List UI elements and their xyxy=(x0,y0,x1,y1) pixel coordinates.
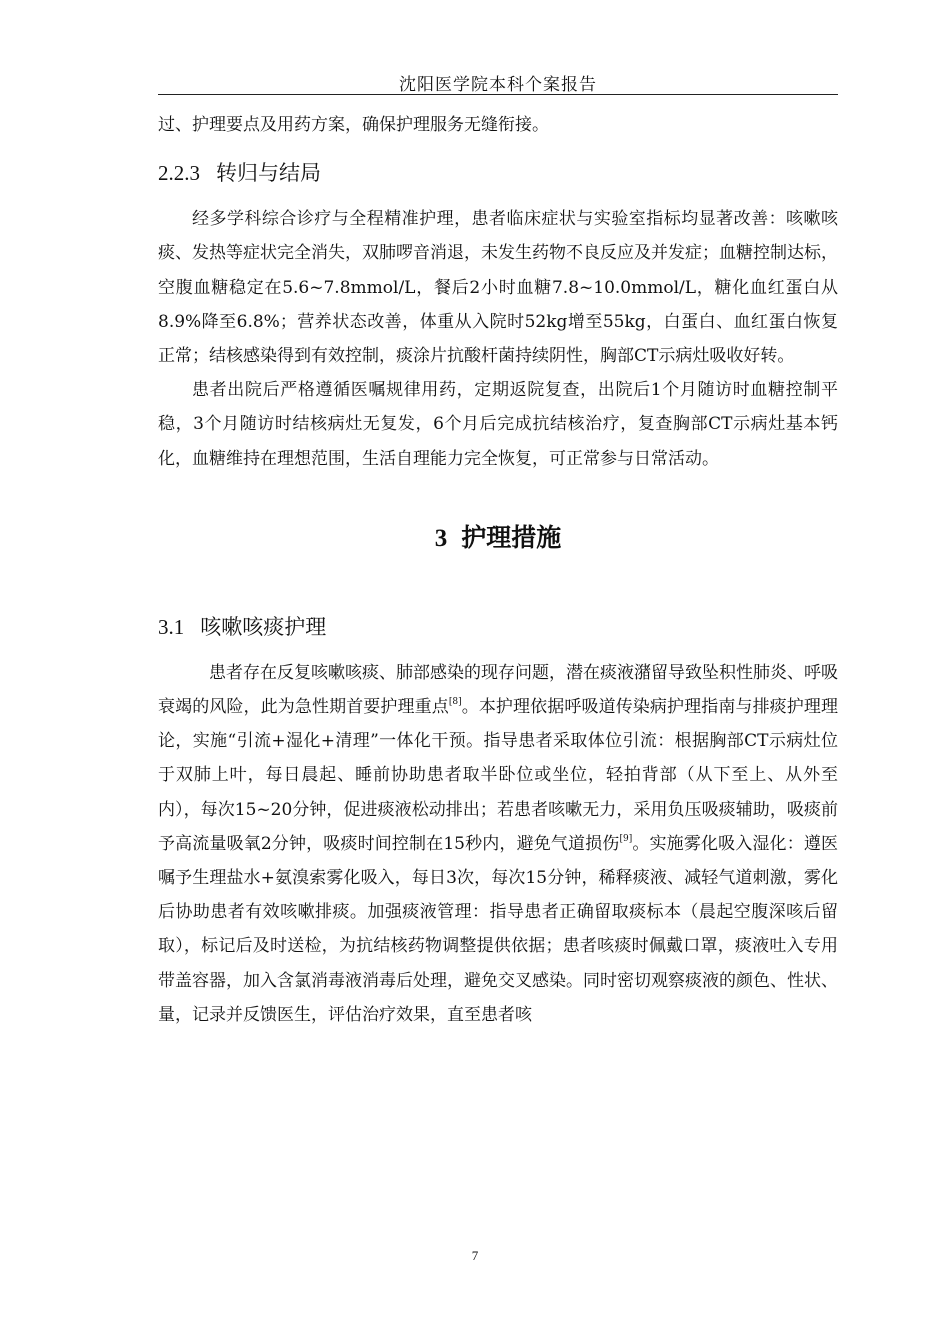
chapter-3-heading xyxy=(158,518,838,554)
paragraph-cough-care xyxy=(158,656,838,1032)
paragraph-followup: 患者出院后严格遵循医嘱规律用药，定期返院复查，出院后1个月随访时血糖控制平稳，3个月随访时结核病灶无复发，6个月后完成抗结核治疗，复查胸部CT示病灶基本钙化，血糖维持在理想范围，生活自理能力完全恢复，可正常参与日常活动。 xyxy=(158,380,838,469)
section-title: 咳嗽咳痰护理 xyxy=(200,614,327,639)
section-title: 转归与结局 xyxy=(216,161,321,186)
citation-9[interactable]: [9] xyxy=(619,833,633,844)
paragraph-continuation: 过、护理要点及用药方案，确保护理服务无缝衔接。 xyxy=(158,115,549,135)
chapter-title: 护理措施 xyxy=(461,522,562,552)
section-3-1-heading xyxy=(158,612,838,642)
chapter-number: 3 xyxy=(434,524,448,552)
citation-8[interactable]: [8] xyxy=(448,697,462,708)
running-header: 沈阳医学院本科个案报告 xyxy=(399,75,597,95)
text-run: 。本护理依据呼吸道传染病护理指南与排痰护理理论，实施“引流+湿化+清理”一体化干预。指导患者采取体位引流：根据胸部CT示病灶位于双肺上叶，每日晨起、睡前协助患者取半卧位或坐位，轻拍背部（从下至上、从外至内），每次15~20分钟，促进痰液松动排出；若患者咳嗽无力，采用负压吸痰辅助，吸痰前予高流量吸氧2分钟，吸痰时间控制在15秒内，避免气道损伤 xyxy=(158,697,839,854)
section-number: 2.2.3 xyxy=(158,161,200,186)
page-number: 7 xyxy=(471,1248,479,1263)
header-rule xyxy=(158,94,838,95)
text-run: 患者存在反复咳嗽咳痰、肺部感染的现存问题，潜在痰液潴留导致坠积性肺炎、呼吸衰竭的风险，此为急性期首要护理重点 xyxy=(158,662,838,718)
text-run: 。实施雾化吸入湿化：遵医嘱予生理盐水+氨溴索雾化吸入，每日3次，每次15分钟，稀释痰液、减轻气道刺激，雾化后协助患者有效咳嗽排痰。加强痰液管理：指导患者正确留取痰标本（晨起空腹深咳后留取），标记后及时送检，为抗结核药物调整提供依据；患者咳痰时佩戴口罩，痰液吐入专用带盖容器，加入含氯消毒液消毒后处理，避免交叉感染。同时密切观察痰液的颜色、性状、量，记录并反馈医生，评估治疗效果，直至患者咳 xyxy=(158,833,839,1025)
section-2-2-3-heading xyxy=(158,158,838,188)
section-number: 3.1 xyxy=(158,614,185,639)
page-content xyxy=(158,108,838,1032)
paragraph-outcome: 经多学科综合诊疗与全程精准护理，患者临床症状与实验室指标均显著改善：咳嗽咳痰、发热等症状完全消失，双肺啰音消退，未发生药物不良反应及并发症；血糖控制达标，空腹血糖稳定在5.6~7.8mmol/L，餐后2小时血糖7.8~10.0mmol/L，糖化血红蛋白从8.9%降至6.8%；营养状态改善，体重从入院时52kg增至55kg，白蛋白、血红蛋白恢复正常；结核感染得到有效控制，痰涂片抗酸杆菌持续阴性，胸部CT示病灶吸收好转。 xyxy=(158,209,838,367)
